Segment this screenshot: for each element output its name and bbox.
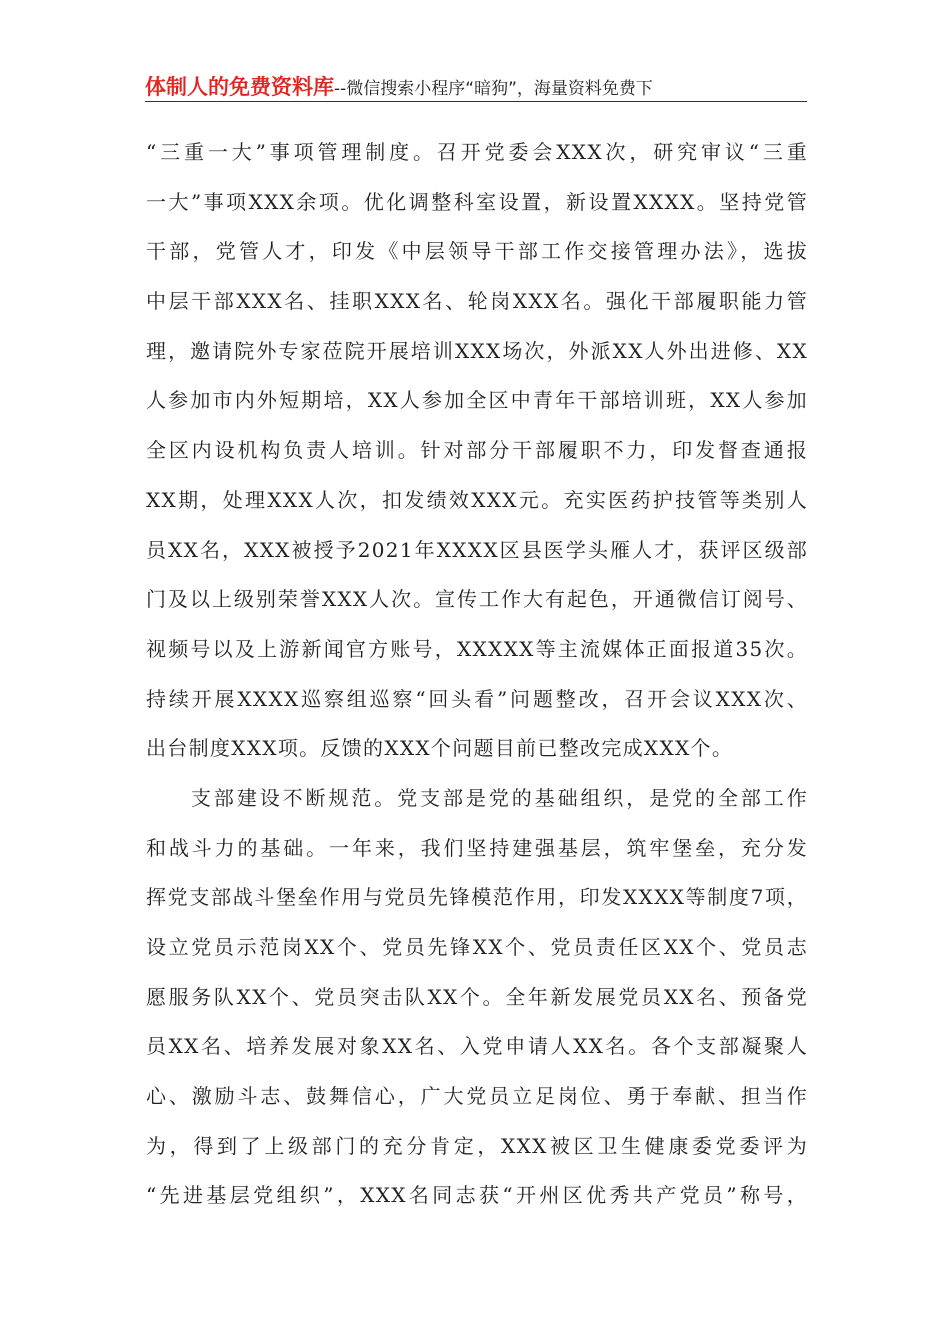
text-line: 员XX名，XXX被授予2021年XXXX区县医学头雁人才，获评区级部	[146, 537, 808, 562]
text-line: “先进基层党组织”，XXX名同志获“开州区优秀共产党员”称号，	[146, 1183, 808, 1208]
text-line: 设立党员示范岗XX个、党员先锋XX个、党员责任区XX个、党员志	[146, 935, 808, 959]
text-line: 心、激励斗志、鼓舞信心，广大党员立足岗位、勇于奉献、担当作	[146, 1084, 808, 1109]
paragraph-1	[146, 128, 808, 774]
text-line: XX期，处理XXX人次，扣发绩效XXX元。充实医药护技管等类别人	[146, 487, 808, 512]
text-line: 理，邀请院外专家莅院开展培训XXX场次，外派XX人外出进修、XX	[146, 338, 808, 363]
text-line: 人参加市内外短期培，XX人参加全区中青年干部培训班，XX人参加	[146, 388, 808, 413]
header-brand-title: 体制人的免费资料库	[145, 75, 334, 99]
text-line: 为，得到了上级部门的充分肯定，XXX被区卫生健康委党委评为	[146, 1133, 808, 1158]
text-line: 愿服务队XX个、党员突击队XX个。全年新发展党员XX名、预备党	[146, 984, 808, 1009]
text-line: 持续开展XXXX巡察组巡察“回头看”问题整改，召开会议XXX次、	[146, 686, 808, 711]
text-line: 一大”事项XXX余项。优化调整科室设置，新设置XXXX。坚持党管	[146, 189, 808, 214]
text-line: “三重一大”事项管理制度。召开党委会XXX次，研究审议“三重	[146, 140, 808, 164]
text-line: 出台制度XXX项。反馈的XXX个问题目前已整改完成XXX个。	[146, 736, 734, 761]
header-divider	[145, 101, 807, 102]
text-line: 干部，党管人才，印发《中层领导干部工作交接管理办法》，选拔	[146, 239, 808, 264]
text-line: 支部建设不断规范。党支部是党的基础组织，是党的全部工作	[191, 785, 808, 810]
text-line: 视频号以及上游新闻官方账号，XXXXX等主流媒体正面报道35次。	[146, 636, 808, 661]
text-line: 中层干部XXX名、挂职XXX名、轮岗XXX名。强化干部履职能力管	[146, 289, 808, 314]
paragraph-2	[146, 774, 808, 1221]
document-body	[146, 128, 808, 1221]
text-line: 员XX名、培养发展对象XX名、入党申请人XX名。各个支部凝聚人	[146, 1034, 808, 1059]
text-line: 挥党支部战斗堡垒作用与党员先锋模范作用，印发XXXX等制度7项，	[146, 885, 808, 910]
page-header	[145, 72, 807, 102]
header-slogan: --微信搜索小程序“暗狗”，海量资料免费下	[334, 79, 653, 99]
text-line: 全区内设机构负责人培训。针对部分干部履职不力，印发督查通报	[146, 438, 808, 463]
text-line: 门及以上级别荣誉XXX人次。宣传工作大有起色，开通微信订阅号、	[146, 587, 808, 612]
text-line: 和战斗力的基础。一年来，我们坚持建强基层，筑牢堡垒，充分发	[146, 835, 808, 860]
